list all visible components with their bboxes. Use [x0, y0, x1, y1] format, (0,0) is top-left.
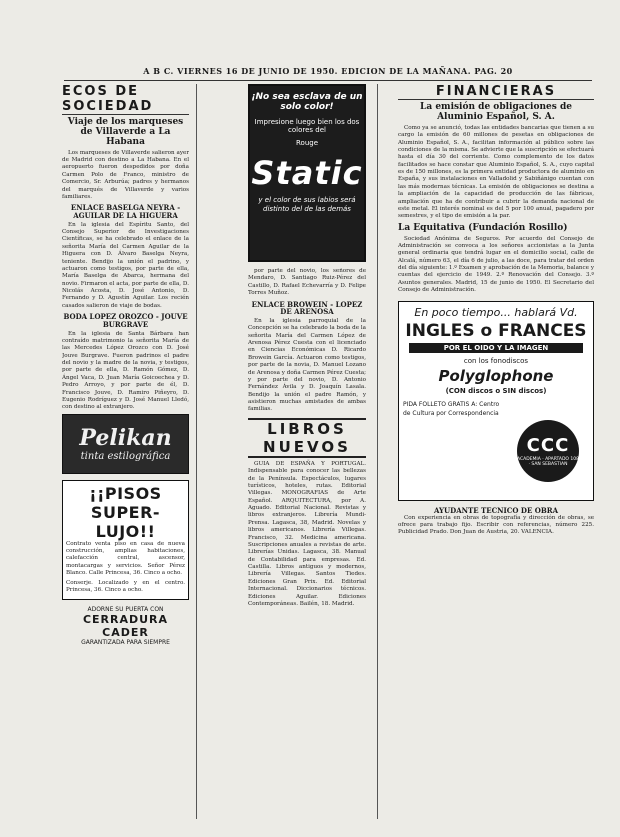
article-text: por parte del novio, los señores de Mendaro, D. Santiago Ruiz-Pérez del Castillo, D. Rafael Echevarría y D. Felipe Torres Muñoz.: [248, 268, 366, 297]
aluminio-text: Como ya se anunció, todas las entidades bancarias que tienen a su cargo la emisión de 60 millones de pesetas en obligaciones de Aluminio Español, S. A., facilitan información al público sobre las condiciones de la misma. Se advierte que la suscripción se efectuará hasta el día 30 del corriente. Como complemento de los datos facilitados se hace constar que Aluminio Español, S. A., cuyo capital es de 150 millones, es la primera entidad productora de aluminio en España, y sus instalaciones en Valladolid y Sabiñánigo cuentan con las más modernas técnicas. La emisión de obligaciones se destina a la ampliación de la capacidad de producción de las fábricas, ampliación que ha de contribuir a cubrir la demanda nacional de este metal. El interés nominal es del 5 por 100 anual, pagadero por semestres, y el tipo de emisión a la par.: [398, 124, 594, 220]
static-line2: Impresione luego bien los dos colores del: [254, 117, 360, 135]
equitativa-text: Sociedad Anónima de Seguros. Por acuerdo del Consejo de Administración se convoca a los señores accionistas a la Junta general ordinaria que tendrá lugar en el domicilio social, calle de Alcalá, número 63, el día 6 de julio, a las doce, para tratar del orden del día siguiente: 1.º Examen y aprobación de la Memoria, balance y cuentas del ejercicio de 1949. 2.º Renovación del Consejo. 3.º Asuntos generales. Madrid, 15 de junio de 1950. El Secretario del Consejo de Administración.: [398, 235, 594, 294]
static-line3: y el color de sus labios será distinto del de las demás: [258, 195, 356, 213]
enlace-browein-title: ENLACE BROWEIN - LOPEZ DE ARENOSA: [251, 299, 363, 317]
ingles-info: PIDA FOLLETO GRATIS A: Centro de Cultura por Correspondencia: [403, 400, 500, 417]
ccc-logo-text: CCC: [526, 434, 570, 456]
article-title-villaverde: Viaje de los marqueses de Villaverde a La Habana: [67, 117, 184, 147]
enlace-title: ENLACE BASELGA NEYRA - AGUILAR DE LA HIGUERA: [70, 203, 181, 220]
libros-nuevos-text: GUIA DE ESPAÑA Y PORTUGAL. Indispensable para conocer las bellezas de la Península. Espectáculos, lugares turísticos, hoteles, rutas. Editorial Villegas. MONOGRAFIAS de Arte Español. ARQUITECTURA, por A. Aguado. Editorial Nacional. Revistas y libros extranjeros. Librería Mundi-Prensa. Lagasca, 38, Madrid. Novelas y libros americanos. Librería Villegas. Francisco, 32. Medicina americana. Suscripciones anuales a revistas de arte. Librerías Unidas. Lagasca, 38. Manual de Contabilidad para empresas. Ed. Castilla. Libros antiguos y modernos, Librería Villegas. Santos Tiedes. Ediciones Gran Prix. Ed. Editorial Internacional. Diccionarios técnicos. Ediciones Aguilar. Ediciones Contemporáneas. Bailén, 18. Madrid.: [248, 460, 366, 607]
ingles-frances-ad: [398, 301, 594, 501]
equitativa-title: La Equitativa (Fundación Rosillo): [398, 222, 568, 233]
cader-ad: [62, 606, 189, 646]
pisos-ad: [62, 480, 189, 601]
ayudante-text: Con experiencia en obras de topografía y dirección de obras, se ofrece para trabajo fijo. Escribir con referencias, número 225. Publicidad Prado. Don Juan de Austria, 20. VALENCIA.: [398, 514, 594, 536]
section-title-financieras: FINANCIERAS: [398, 84, 594, 100]
ingles-pre: En poco tiempo... hablará Vd.: [414, 305, 578, 319]
page-header: A B C. VIERNES 16 DE JUNIO DE 1950. EDICION DE LA MAÑANA. PAG. 20: [64, 66, 592, 81]
column-society: [62, 84, 189, 646]
ccc-logo-sub: ACADEMIA · APARTADO 108 · SAN SEBASTIAN: [517, 456, 579, 467]
ccc-logo: [517, 420, 579, 482]
article-title-aluminio: La emisión de obligaciones de Aluminio Español, S. A.: [420, 102, 572, 122]
ayudante-title: AYUDANTE TECNICO DE OBRA: [433, 505, 559, 515]
cader-pre: ADORNE SU PUERTA CON: [87, 606, 164, 614]
enlace-text: En la iglesia del Espíritu Santo, del Consejo Superior de Investigaciones Científicas, se ha celebrado el enlace de la señorita María del Carmen Aguilar de la Higuera con D. Álvaro Baselga Neyra, teniente. Bendijo la unión el padrino, y actuaron como testigos, por parte de ella, María Baselga de Abarca, hermana del novio. Firmaron el acta, por parte de ella, D. Nicolás Acosta, D. José Antonio, D. Fernando y D. Agustín Aguilar. Los recién casados salieron de viaje de bodas.: [62, 221, 189, 309]
boda-title: BODA LOPEZ OROZCO - JOUVE BURGRAVE: [63, 312, 188, 329]
enlace-browein-text: En la iglesia parroquial de la Concepción se ha celebrado la boda de la señorita María del Carmen López de Arenosa Pérez Cuesta con el licenciado en Ciencias Económicas D. Ricardo Browein García. Actuaron como testigos, por parte de la novia, D. Manuel Lozano de Arenosa y doña Carmen Pérez Cuesta; y por parte del novio, D. Antonio Fernández Ávila y D. Joaquín Lasala. Bendijo la unión el padre Ramón, y asistieron muchas amistades de ambas familias.: [248, 317, 366, 413]
pisos-title: ¡¡PISOS SUPER-LUJO!!: [89, 483, 162, 541]
static-line1: ¡No sea esclava de un solo color!: [251, 92, 363, 113]
ingles-method-pre: con los fonodiscos: [463, 356, 529, 365]
section-title-ecos: ECOS DE SOCIEDAD: [62, 84, 189, 115]
article-text: Los marqueses de Villaverde salieron ayer de Madrid con destino a La Habana. En el aeropuerto fueron despedidos por doña Carmen Polo de Franco, ministro de Comercio, Sr. Arburúa; padres y hermanos del marqués de Villaverde y varios familiares.: [62, 149, 189, 200]
column-rule: [377, 84, 378, 819]
boda-text: En la iglesia de Santa Bárbara han contraído matrimonio la señorita María de las Mercedes López Orozco con D. José Jouve Burgrave. Fueron padrinos el padre del novio y la madre de la novia, y testigos, por parte de ella, D. Ramón Gómez, D. Ángel Vaca, D. Juan María Goicoechea y D. Pedro Arroyo, y por parte de él, D. Francisco Jouve, D. Ramiro Piñeyro, D. Eugenio Rodríguez y D. José Manuel Lledó, con destino al extranjero.: [62, 330, 189, 411]
ingles-bar: POR EL OIDO Y LA IMAGEN: [409, 343, 583, 353]
column-middle: [248, 268, 366, 610]
static-brand: Static: [251, 153, 363, 192]
pelikan-ad: [62, 414, 189, 474]
pisos-contact: Conserje. Localizado y en el centro. Princesa, 36. Cinco a ocho.: [66, 579, 185, 593]
column-finance: [398, 84, 594, 539]
cader-post: GARANTIZADA PARA SIEMPRE: [81, 639, 170, 647]
ingles-method-sub: (CON discos o SIN discos): [445, 386, 547, 395]
libros-nuevos-title: LIBROS NUEVOS: [248, 418, 366, 458]
static-rouge-ad: [248, 84, 366, 262]
static-label: Rouge: [295, 139, 319, 148]
pelikan-sub: tinta estilográfica: [80, 451, 171, 463]
ayudante-ad: [398, 506, 594, 537]
ingles-brand: INGLES o FRANCES: [405, 320, 587, 341]
pelikan-brand: Pelikan: [79, 425, 172, 452]
column-rule: [196, 84, 197, 819]
pisos-text: Contrato venta piso en casa de nueva construcción, amplias habitaciones, calefacción central, ascensor, montacargas y servicios. Señor Pérez Blanco. Calle Princesa, 36. Cinco a ocho.: [66, 540, 185, 577]
cader-brand: CERRADURA CADER: [82, 613, 169, 640]
ingles-method: Polyglophone: [438, 366, 554, 385]
